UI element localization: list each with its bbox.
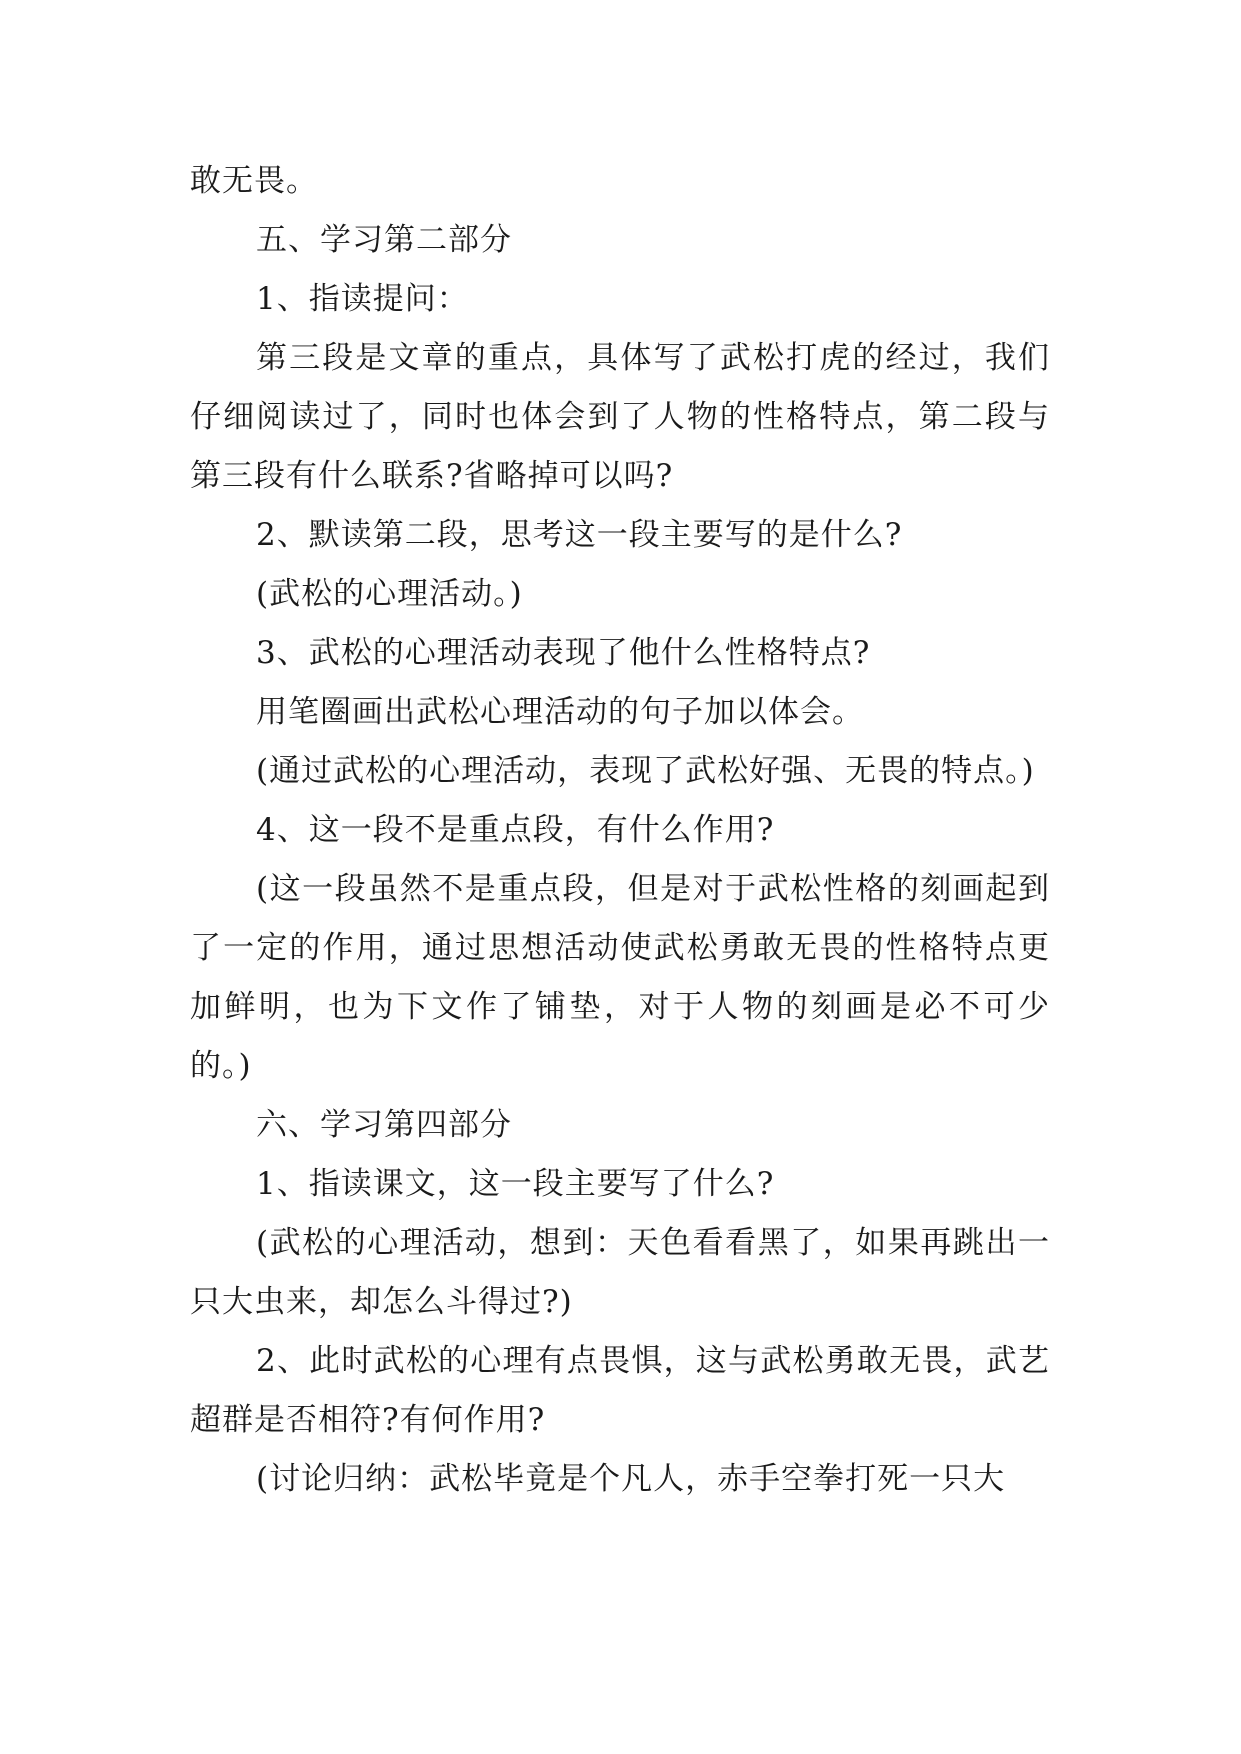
paragraph: 敢无畏。	[190, 163, 318, 199]
paragraph: 2、默读第二段，思考这一段主要写的是什么?	[256, 517, 903, 553]
section-heading: 六、学习第四部分	[256, 1107, 512, 1143]
paragraph: (通过武松的心理活动，表现了武松好强、无畏的特点。)	[256, 753, 1035, 789]
paragraph: 4、这一段不是重点段，有什么作用?	[256, 812, 775, 848]
paragraph: 1、指读提问：	[256, 281, 469, 317]
paragraph: (讨论归纳：武松毕竟是个凡人，赤手空拳打死一只大	[256, 1461, 1006, 1497]
paragraph: (武松的心理活动，想到：天色看看黑了，如果再跳出一只大虫来，却怎么斗得过?)	[190, 1225, 1050, 1320]
paragraph: (武松的心理活动。)	[256, 576, 523, 612]
section-heading: 五、学习第二部分	[256, 222, 512, 258]
paragraph: 用笔圈画出武松心理活动的句子加以体会。	[256, 694, 864, 730]
paragraph: (这一段虽然不是重点段，但是对于武松性格的刻画起到了一定的作用，通过思想活动使武松勇敢无畏的性格特点更加鲜明，也为下文作了铺垫，对于人物的刻画是必不可少的。)	[190, 871, 1050, 1084]
paragraph: 1、指读课文，这一段主要写了什么?	[256, 1166, 775, 1202]
paragraph: 第三段是文章的重点，具体写了武松打虎的经过，我们仔细阅读过了，同时也体会到了人物的性格特点，第二段与第三段有什么联系?省略掉可以吗?	[190, 340, 1050, 494]
document-body	[190, 152, 1050, 1509]
paragraph: 2、此时武松的心理有点畏惧，这与武松勇敢无畏，武艺超群是否相符?有何作用?	[190, 1343, 1050, 1438]
paragraph: 3、武松的心理活动表现了他什么性格特点?	[256, 635, 871, 671]
